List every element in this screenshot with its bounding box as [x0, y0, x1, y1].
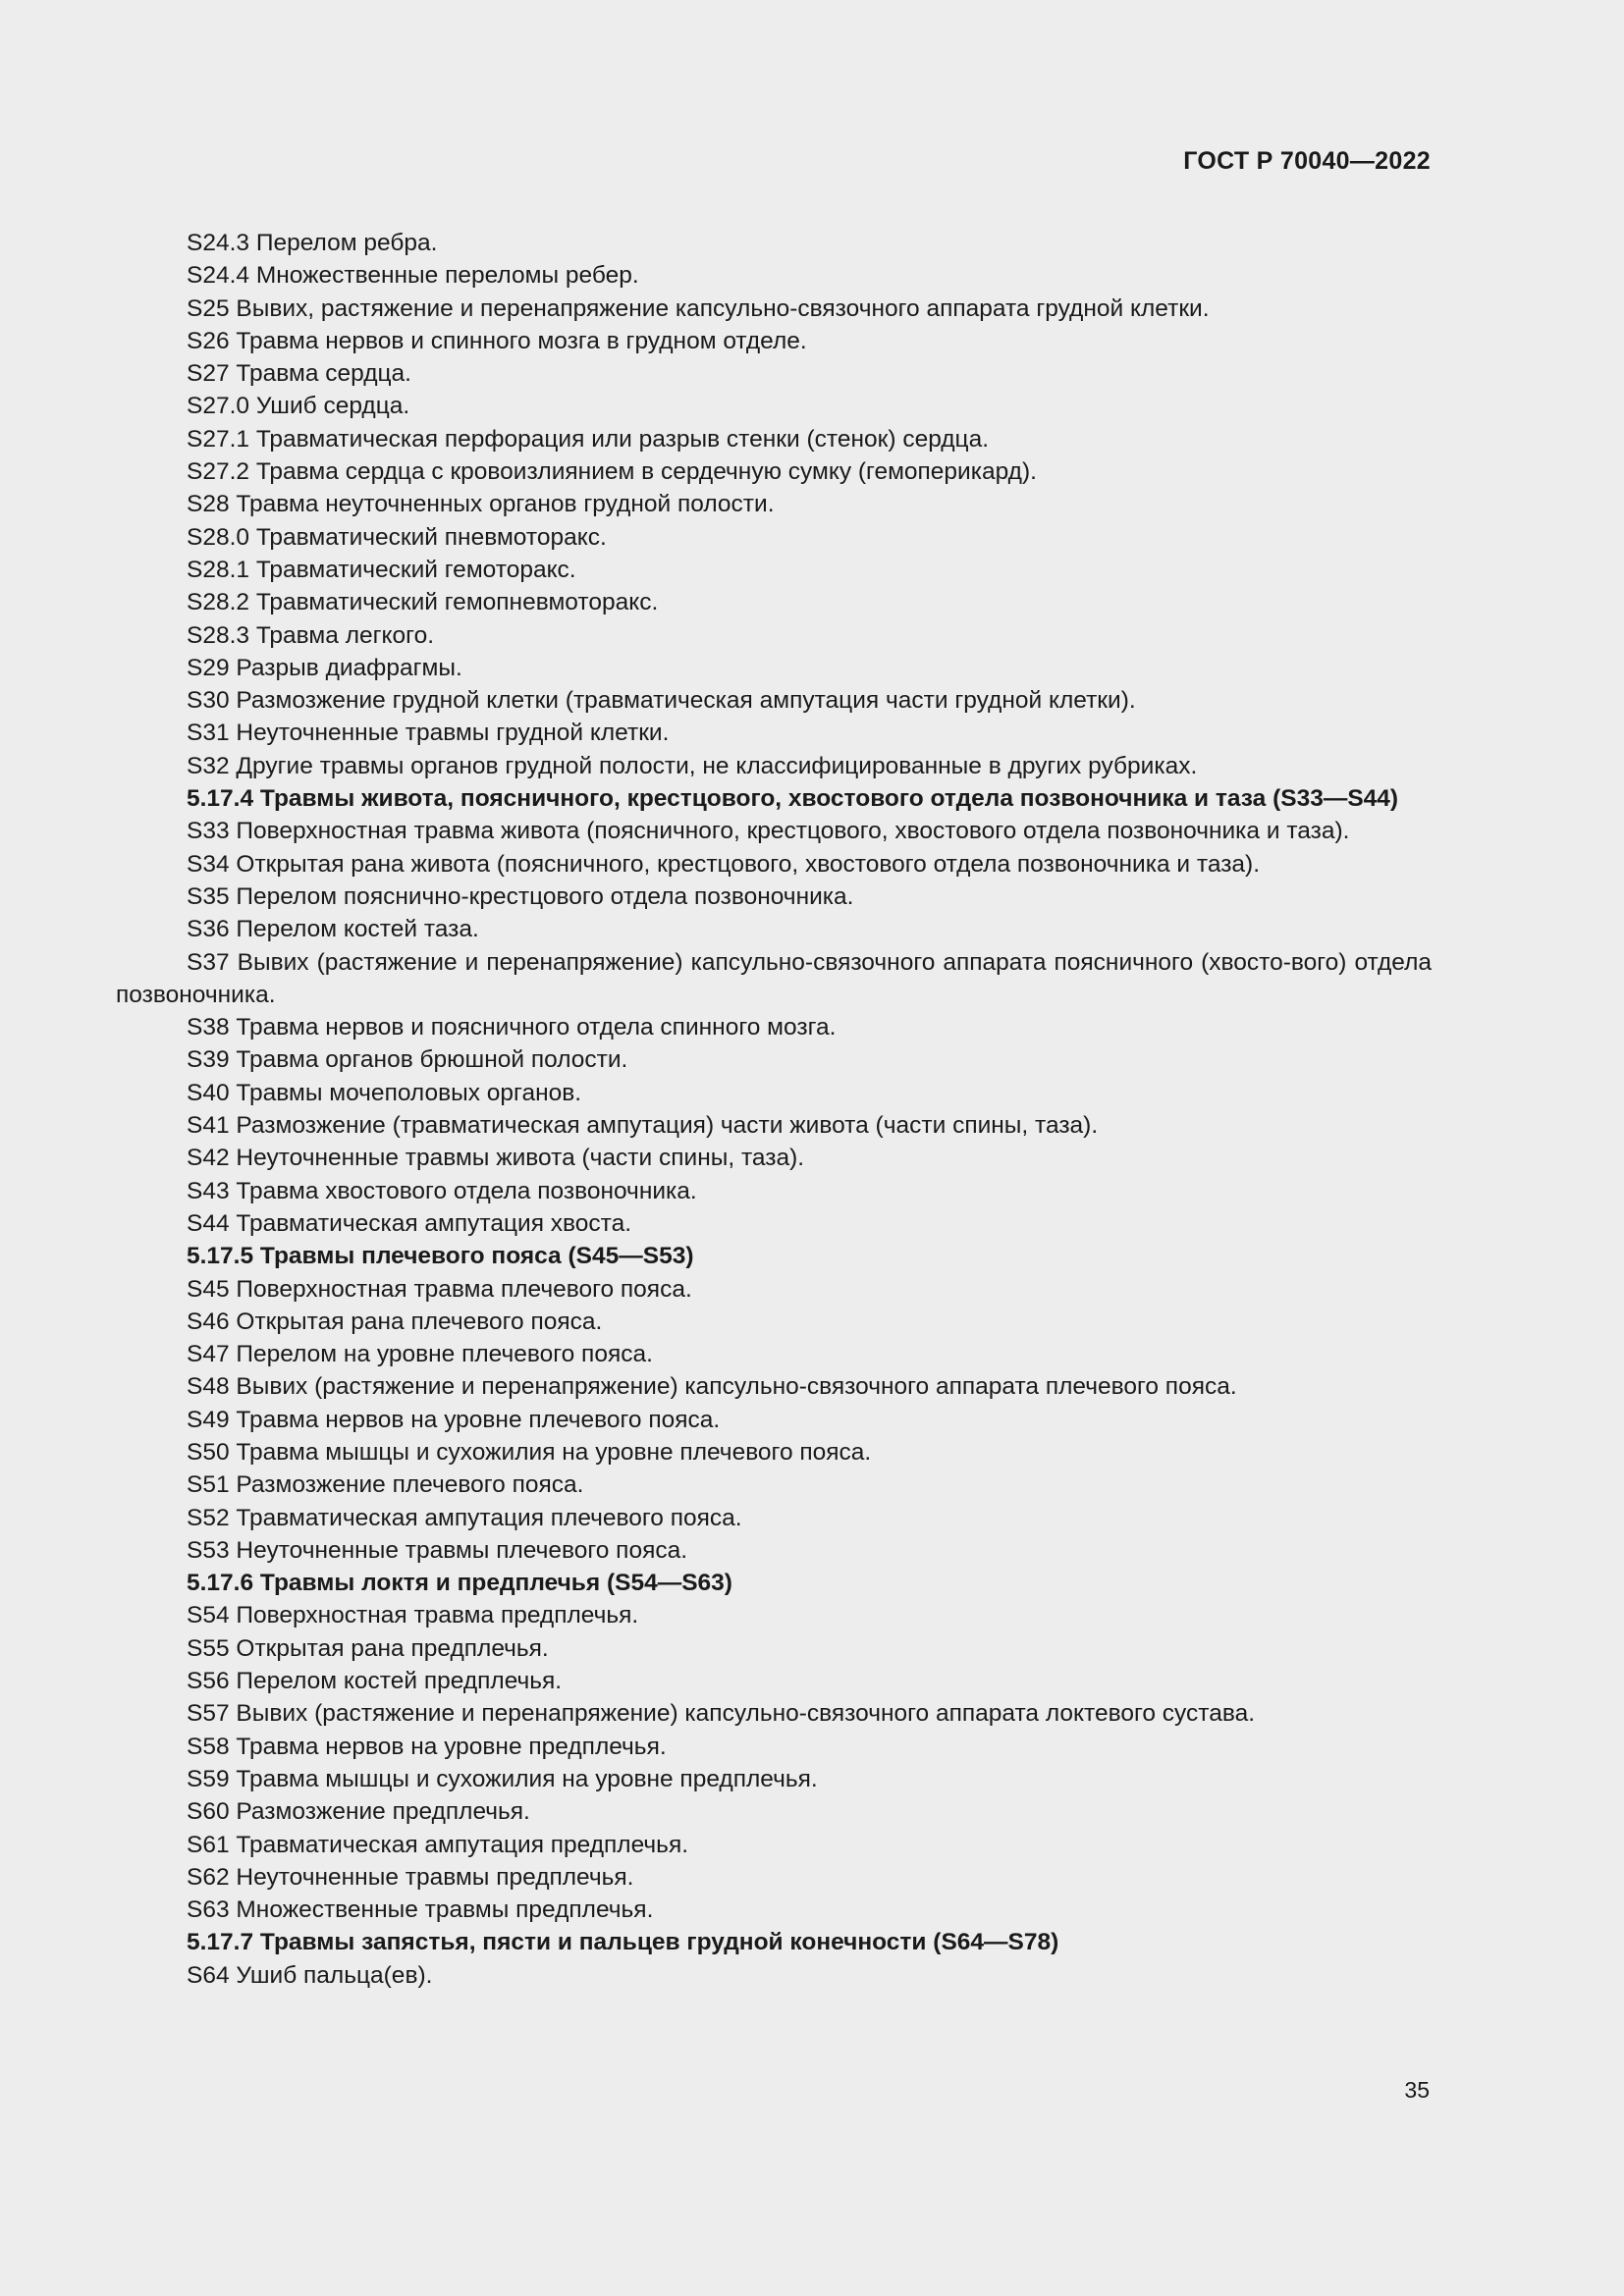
- list-item: S26 Травма нервов и спинного мозга в грудном отделе.: [187, 327, 807, 354]
- list-item: S38 Травма нервов и поясничного отдела спинного мозга.: [187, 1014, 837, 1041]
- list-item: S48 Вывих (растяжение и перенапряжение) капсульно-связочного аппарата плечевого пояса.: [187, 1373, 1237, 1401]
- list-item: S49 Травма нервов на уровне плечевого пояса.: [187, 1406, 721, 1433]
- list-item: S34 Открытая рана живота (поясничного, крестцового, хвостового отдела позвоночника и таза).: [187, 850, 1261, 878]
- list-item: S39 Травма органов брюшной полости.: [187, 1046, 628, 1074]
- list-item: S61 Травматическая ампутация предплечья.: [187, 1831, 689, 1858]
- list-item: S30 Размозжение грудной клетки (травматическая ампутация части грудной клетки).: [187, 687, 1136, 715]
- list-item: S31 Неуточненные травмы грудной клетки.: [187, 720, 670, 747]
- section-heading: 5.17.6 Травмы локтя и предплечья (S54—S63): [187, 1570, 732, 1597]
- list-item: S56 Перелом костей предплечья.: [187, 1668, 563, 1695]
- list-item: S28.0 Травматический пневмоторакс.: [187, 523, 607, 551]
- list-item: S43 Травма хвостового отдела позвоночника.: [187, 1177, 697, 1204]
- list-item: S28.1 Травматический гемоторакс.: [187, 556, 576, 583]
- section-heading: 5.17.5 Травмы плечевого пояса (S45—S53): [187, 1243, 694, 1270]
- list-item: S25 Вывих, растяжение и перенапряжение капсульно-связочного аппарата грудной клетки.: [187, 294, 1210, 322]
- list-item: S51 Размозжение плечевого пояса.: [187, 1471, 584, 1499]
- list-item: S27.2 Травма сердца с кровоизлиянием в сердечную сумку (гемоперикард).: [187, 458, 1037, 486]
- list-item: S37 Вывих (растяжение и перенапряжение) капсульно-связочного аппарата поясничного (хвосто-вого) отдела позвоночника.: [116, 948, 1432, 1008]
- list-item: S52 Травматическая ампутация плечевого пояса.: [187, 1504, 742, 1531]
- section-heading: 5.17.4 Травмы живота, поясничного, крестцового, хвостового отдела позвоночника и таза (S33—S44): [187, 785, 1399, 813]
- list-item: S60 Размозжение предплечья.: [187, 1798, 530, 1826]
- list-item: S27.0 Ушиб сердца.: [187, 393, 410, 420]
- document-code-header: ГОСТ Р 70040—2022: [1183, 147, 1431, 175]
- list-item: S32 Другие травмы органов грудной полости, не классифицированные в других рубриках.: [187, 752, 1198, 779]
- list-item: S58 Травма нервов на уровне предплечья.: [187, 1733, 667, 1760]
- list-item: S46 Открытая рана плечевого пояса.: [187, 1308, 603, 1335]
- list-item: S41 Размозжение (травматическая ампутация) части живота (части спины, таза).: [187, 1112, 1099, 1140]
- list-item: S44 Травматическая ампутация хвоста.: [187, 1209, 632, 1237]
- list-item: S47 Перелом на уровне плечевого пояса.: [187, 1341, 653, 1368]
- list-item: S28 Травма неуточненных органов грудной полости.: [187, 491, 775, 518]
- list-item: S24.3 Перелом ребра.: [187, 230, 438, 256]
- list-item: S45 Поверхностная травма плечевого пояса.: [187, 1275, 692, 1303]
- list-item: S62 Неуточненные травмы предплечья.: [187, 1863, 634, 1891]
- list-item: S27 Травма сердца.: [187, 360, 411, 388]
- list-item: S28.3 Травма легкого.: [187, 621, 434, 649]
- list-item: S24.4 Множественные переломы ребер.: [187, 262, 639, 290]
- list-item: S36 Перелом костей таза.: [187, 916, 479, 943]
- list-item: S42 Неуточненные травмы живота (части спины, таза).: [187, 1145, 805, 1172]
- list-item: S50 Травма мышцы и сухожилия на уровне плечевого пояса.: [187, 1438, 872, 1466]
- list-item: S27.1 Травматическая перфорация или разрыв стенки (стенок) сердца.: [187, 425, 990, 453]
- list-item: S29 Разрыв диафрагмы.: [187, 654, 462, 681]
- list-item: S35 Перелом пояснично-крестцового отдела позвоночника.: [187, 882, 854, 910]
- list-item: S33 Поверхностная травма живота (поясничного, крестцового, хвостового отдела позвоночника и таза).: [187, 818, 1350, 845]
- list-item: S55 Открытая рана предплечья.: [187, 1634, 549, 1662]
- list-item: S53 Неуточненные травмы плечевого пояса.: [187, 1536, 688, 1564]
- section-heading: 5.17.7 Травмы запястья, пясти и пальцев грудной конечности (S64—S78): [187, 1929, 1059, 1956]
- list-item: S57 Вывих (растяжение и перенапряжение) капсульно-связочного аппарата локтевого сустава.: [187, 1700, 1256, 1728]
- list-item: S63 Множественные травмы предплечья.: [187, 1896, 654, 1924]
- list-item: S59 Травма мышцы и сухожилия на уровне предплечья.: [187, 1765, 818, 1792]
- page-number: 35: [1404, 2077, 1430, 2103]
- list-item: S40 Травмы мочеполовых органов.: [187, 1079, 582, 1106]
- list-item: S64 Ушиб пальца(ев).: [187, 1961, 433, 1989]
- page-body: [116, 227, 1432, 1992]
- list-item: S54 Поверхностная травма предплечья.: [187, 1602, 639, 1629]
- list-item: S28.2 Травматический гемопневмоторакс.: [187, 589, 659, 616]
